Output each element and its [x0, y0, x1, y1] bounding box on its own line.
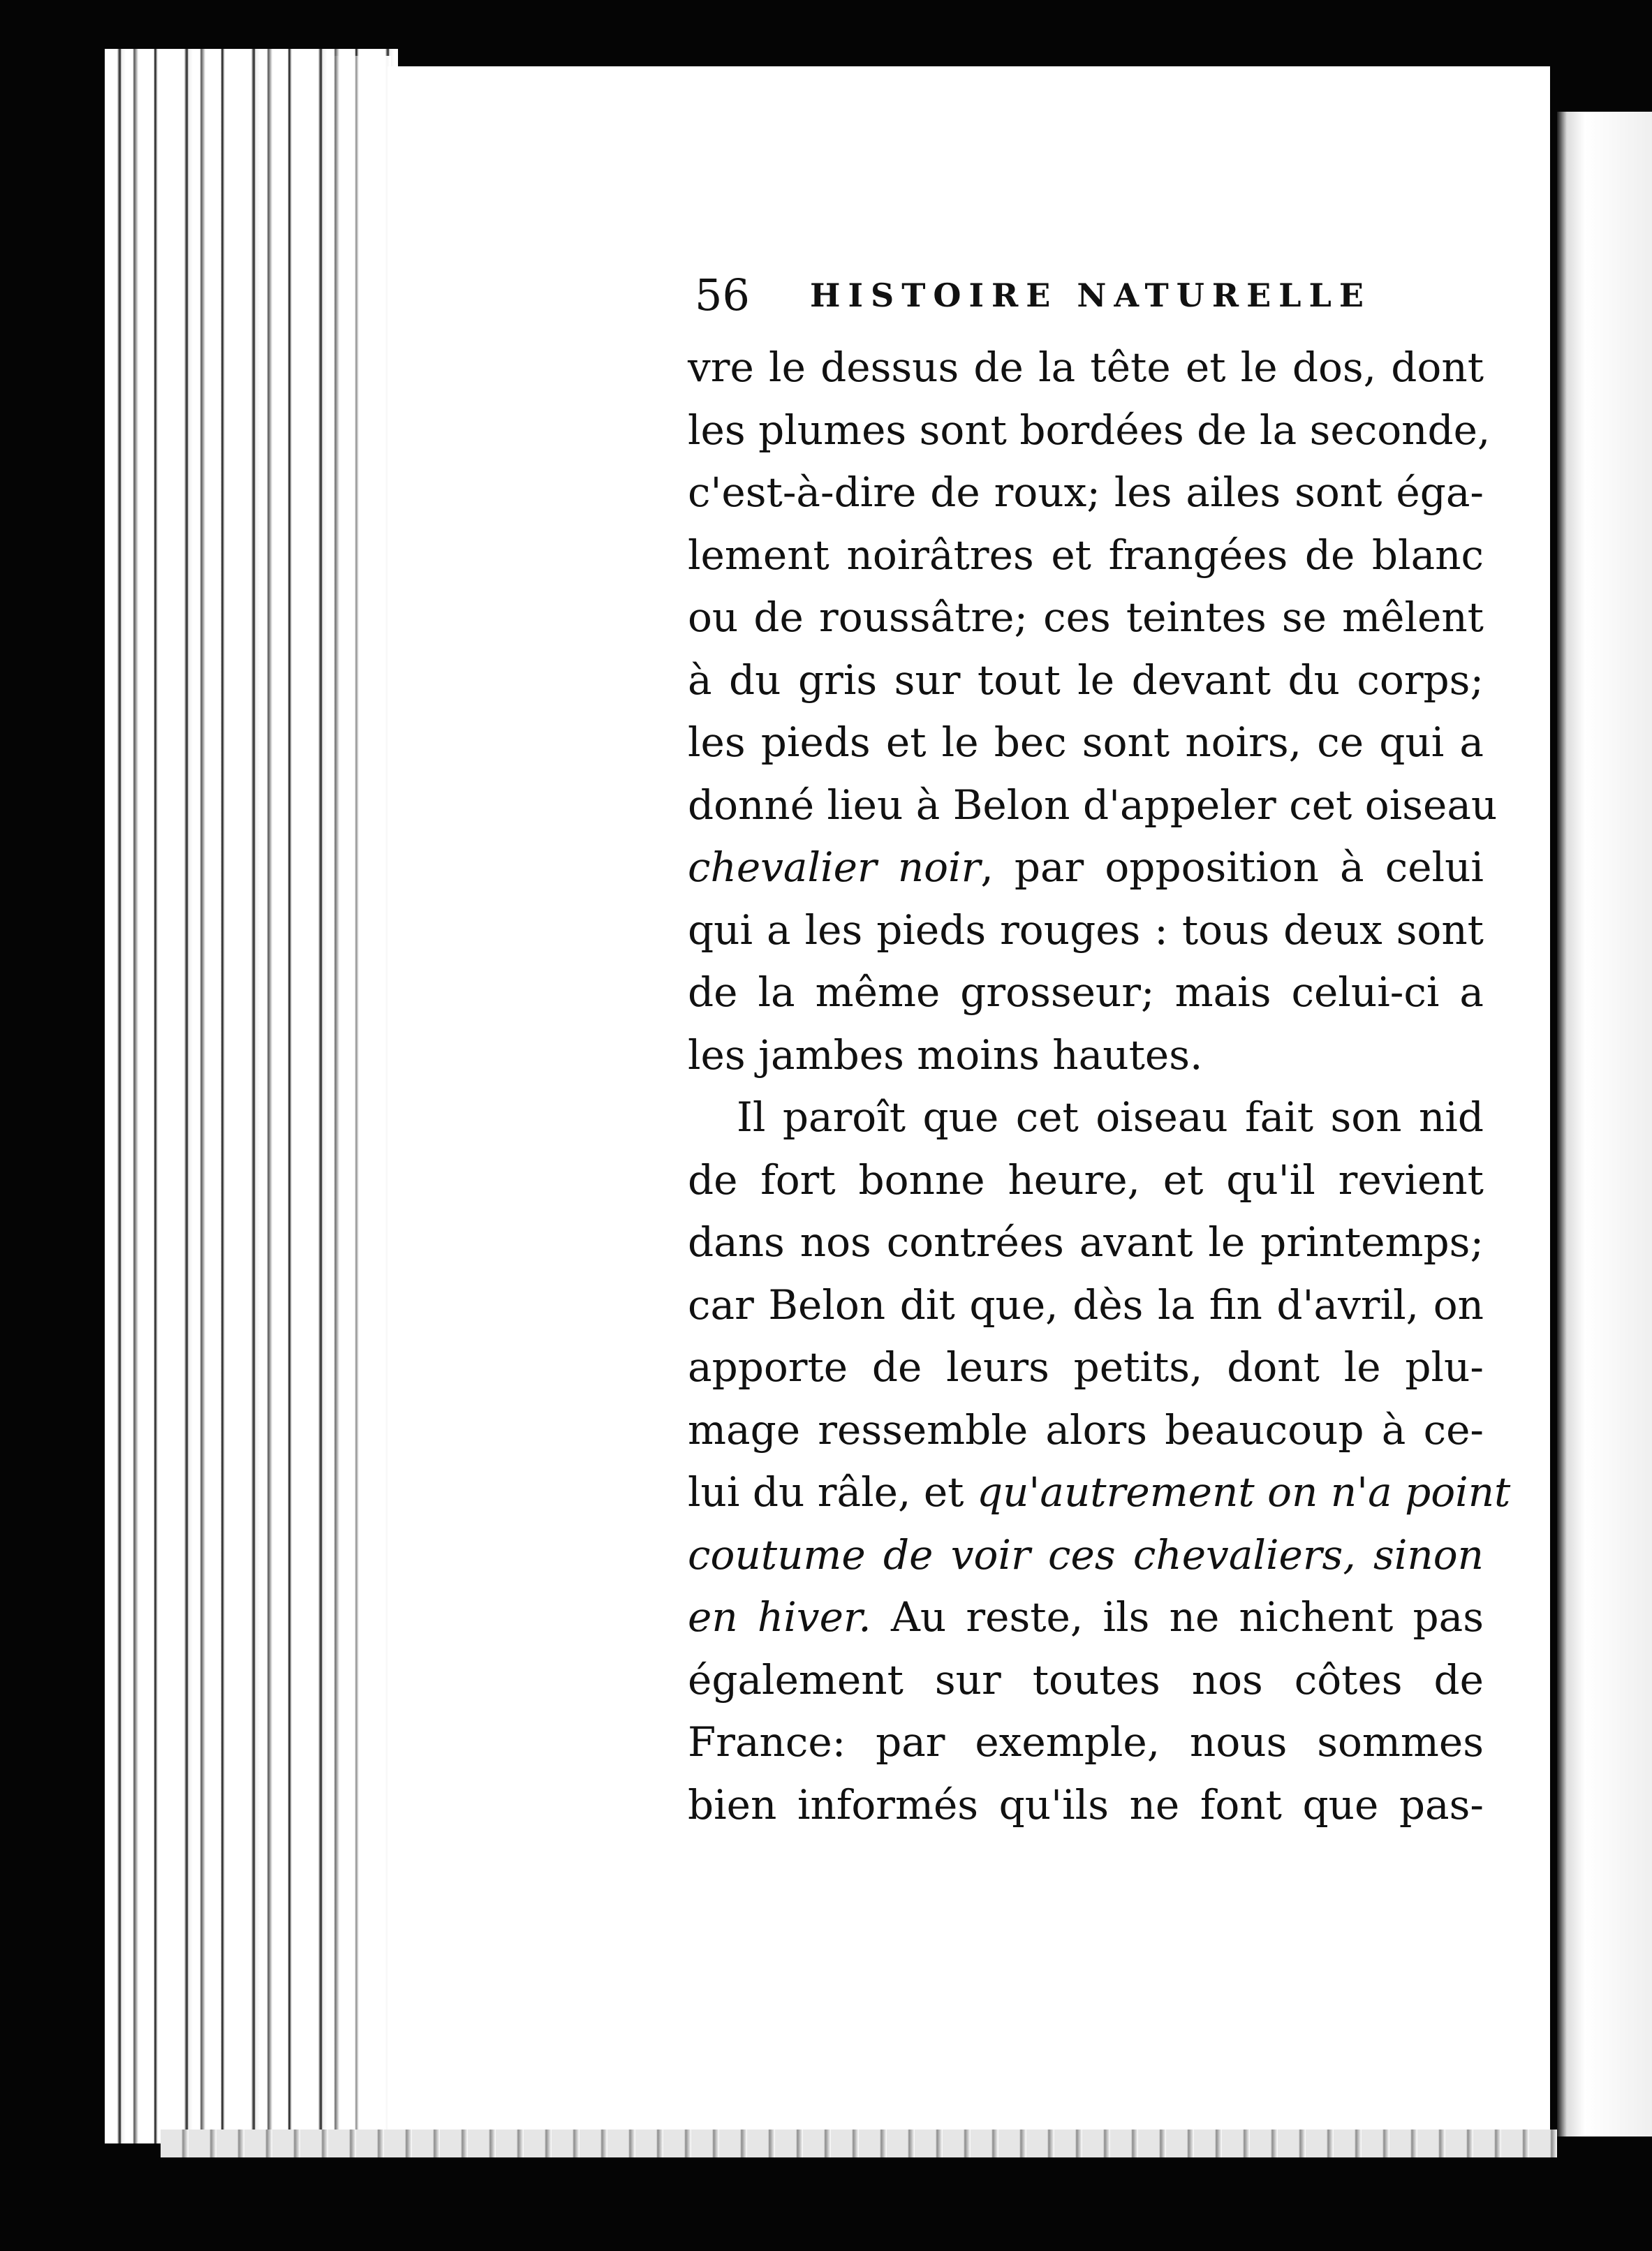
- bottom-page-edge: [161, 2130, 1557, 2157]
- italic-quote: qu'autrement on n'a point: [976, 1468, 1511, 1516]
- text-line: qui a les pieds rouges : tous deux sont: [688, 906, 1484, 954]
- italic-quote: coutume de voir ces chevaliers, sinon: [688, 1530, 1484, 1579]
- text-line: en hiver. Au reste, ils ne nichent pas: [688, 1593, 1484, 1641]
- text-line: ou de roussâtre; ces teintes se mêlent: [688, 593, 1484, 641]
- italic-quote: en hiver.: [688, 1593, 871, 1641]
- text-line: de la même grosseur; mais celui-ci a: [688, 968, 1484, 1016]
- text-line: les pieds et le bec sont noirs, ce qui a: [688, 718, 1484, 766]
- text-line: également sur toutes nos côtes de: [688, 1655, 1484, 1704]
- text-line: les plumes sont bordées de la seconde,: [688, 406, 1491, 454]
- text-line: donné lieu à Belon d'appeler cet oiseau: [688, 781, 1498, 829]
- text-line: les jambes moins hautes.: [688, 1031, 1203, 1079]
- text-line: [688, 1524, 1484, 1587]
- text-line: lui du râle, et qu'autrement on n'a point: [688, 1468, 1511, 1516]
- text-line: apporte de leurs petits, dont le plu-: [688, 1343, 1484, 1391]
- page-number: 56: [695, 270, 750, 320]
- text-line: chevalier noir, par opposition à celui: [688, 843, 1484, 891]
- italic-term: chevalier noir: [688, 843, 981, 891]
- text-line: vre le dessus de la tête et le dos, dont: [688, 344, 1484, 391]
- body-text: [688, 337, 1511, 1836]
- text-line: Il paroît que cet oiseau fait son nid: [737, 1093, 1484, 1141]
- facing-page-edge: [1557, 112, 1652, 2136]
- text-line: mage ressemble alors beaucoup à ce-: [688, 1405, 1484, 1454]
- text-line: lement noirâtres et frangées de blanc: [688, 531, 1484, 579]
- text-line: bien informés qu'ils ne font que pas-: [688, 1780, 1484, 1829]
- page-header-title: HISTOIRE NATURELLE: [810, 276, 1371, 314]
- text-line: c'est-à-dire de roux; les ailes sont éga-: [688, 468, 1484, 516]
- text-line: car Belon dit que, dès la fin d'avril, on: [688, 1281, 1484, 1329]
- running-head: [695, 264, 1477, 327]
- text-line: de fort bonne heure, et qu'il revient: [688, 1156, 1484, 1204]
- gutter-shadow: [328, 56, 391, 2136]
- text-line: France: par exemple, nous sommes: [688, 1718, 1484, 1766]
- text-line: dans nos contrées avant le printemps;: [688, 1218, 1484, 1266]
- text-line: à du gris sur tout le devant du corps;: [688, 656, 1484, 704]
